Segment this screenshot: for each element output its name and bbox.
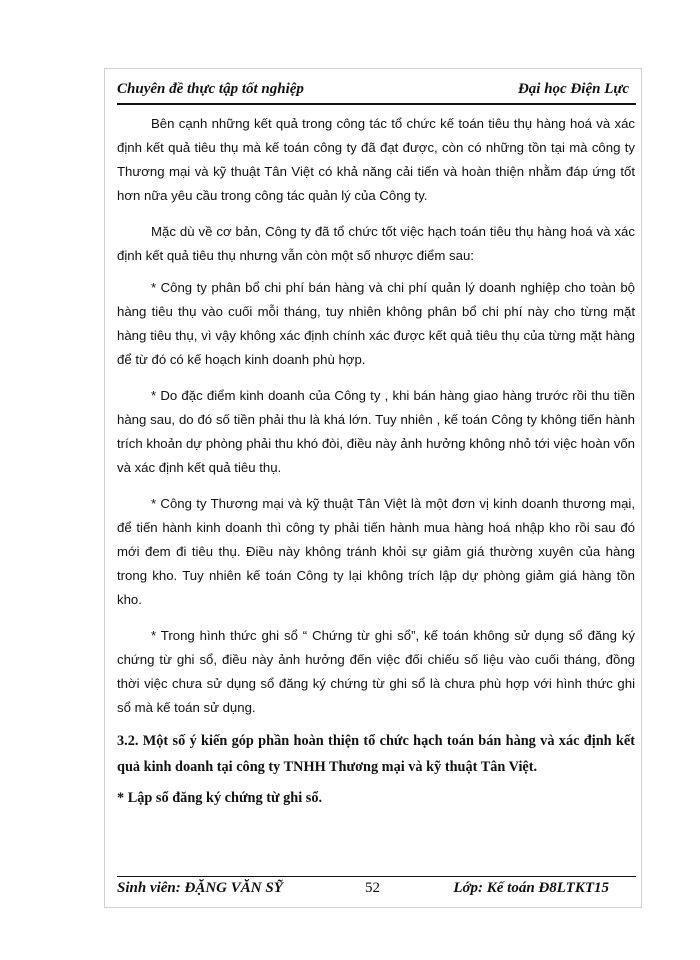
header-university: Đại học Điện Lực	[517, 81, 629, 97]
paragraph: * Do đặc điểm kinh doanh của Công ty , khi bán hàng giao hàng trước rồi thu tiền hàng sau, do đó số tiền phải thu là khá lớn. Tuy nhiên , kế toán Công ty không tiến hành trích khoản dự phòng phải thu khó đòi, điều này ảnh hưởng không nhỏ tới việc hoàn vốn và xác định kết quả tiêu thụ.	[117, 388, 635, 475]
document-body	[117, 112, 635, 810]
paragraph: * Công ty Thương mại và kỹ thuật Tân Việt là một đơn vị kinh doanh thương mại, để tiến hành kinh doanh thì công ty phải tiến hành mua hàng hoá nhập kho rồi sau đó mới đem đi tiêu thụ. Điều này không tránh khỏi sự giảm giá thường xuyên của hàng trong kho. Tuy nhiên kế toán Công ty lại không trích lập dự phòng giảm giá hàng tồn kho.	[117, 496, 635, 607]
page-header	[117, 81, 637, 101]
sub-heading: * Lập sổ đăng ký chứng từ ghi sổ.	[117, 790, 323, 806]
paragraph: Bên cạnh những kết quả trong công tác tổ chức kế toán tiêu thụ hàng hoá và xác định kết quả tiêu thụ mà kế toán công ty đã đạt được, còn có những tồn tại mà công ty Thương mại và kỹ thuật Tân Việt có khả năng cải tiến và hoàn thiện nhằm đáp ứng tốt hơn nữa yêu cầu trong công tác quản lý của Công ty.	[117, 116, 635, 203]
footer-divider	[117, 876, 636, 877]
page-footer	[117, 880, 637, 902]
header-title: Chuyên đề thực tập tốt nghiệp	[117, 81, 304, 97]
footer-student: Sinh viên: ĐẶNG VĂN SỸ	[117, 880, 283, 896]
paragraph: * Công ty phân bổ chi phí bán hàng và chi phí quản lý doanh nghiệp cho toàn bộ hàng tiêu thụ vào cuối mỗi tháng, tuy nhiên không phân bổ chi phí này cho từng mặt hàng tiêu thụ, vì vậy không xác định chính xác được kết quả tiêu thụ của từng mặt hàng để từ đó có kế hoạch kinh doanh phù hợp.	[117, 280, 635, 367]
paragraph: * Trong hình thức ghi sổ “ Chứng từ ghi sổ”, kế toán không sử dụng sổ đăng ký chứng từ ghi sổ, điều này ảnh hưởng đến việc đối chiếu số liệu vào cuối tháng, đồng thời việc chưa sử dụng sổ đăng ký chứng từ ghi sổ là chưa phù hợp với hình thức ghi sổ mà kế toán sử dụng.	[117, 628, 635, 715]
paragraph: Mặc dù về cơ bản, Công ty đã tổ chức tốt việc hạch toán tiêu thụ hàng hoá và xác định kết quả tiêu thụ nhưng vẫn còn một số nhược điểm sau:	[117, 224, 635, 263]
footer-class: Lớp: Kế toán Đ8LTKT15	[453, 880, 609, 896]
page-number: 52	[365, 880, 380, 896]
header-divider	[117, 103, 636, 105]
section-heading: 3.2. Một số ý kiến góp phần hoàn thiện tổ chức hạch toán bán hàng và xác định kết quả kinh doanh tại công ty TNHH Thương mại và kỹ thuật Tân Việt.	[117, 733, 635, 775]
